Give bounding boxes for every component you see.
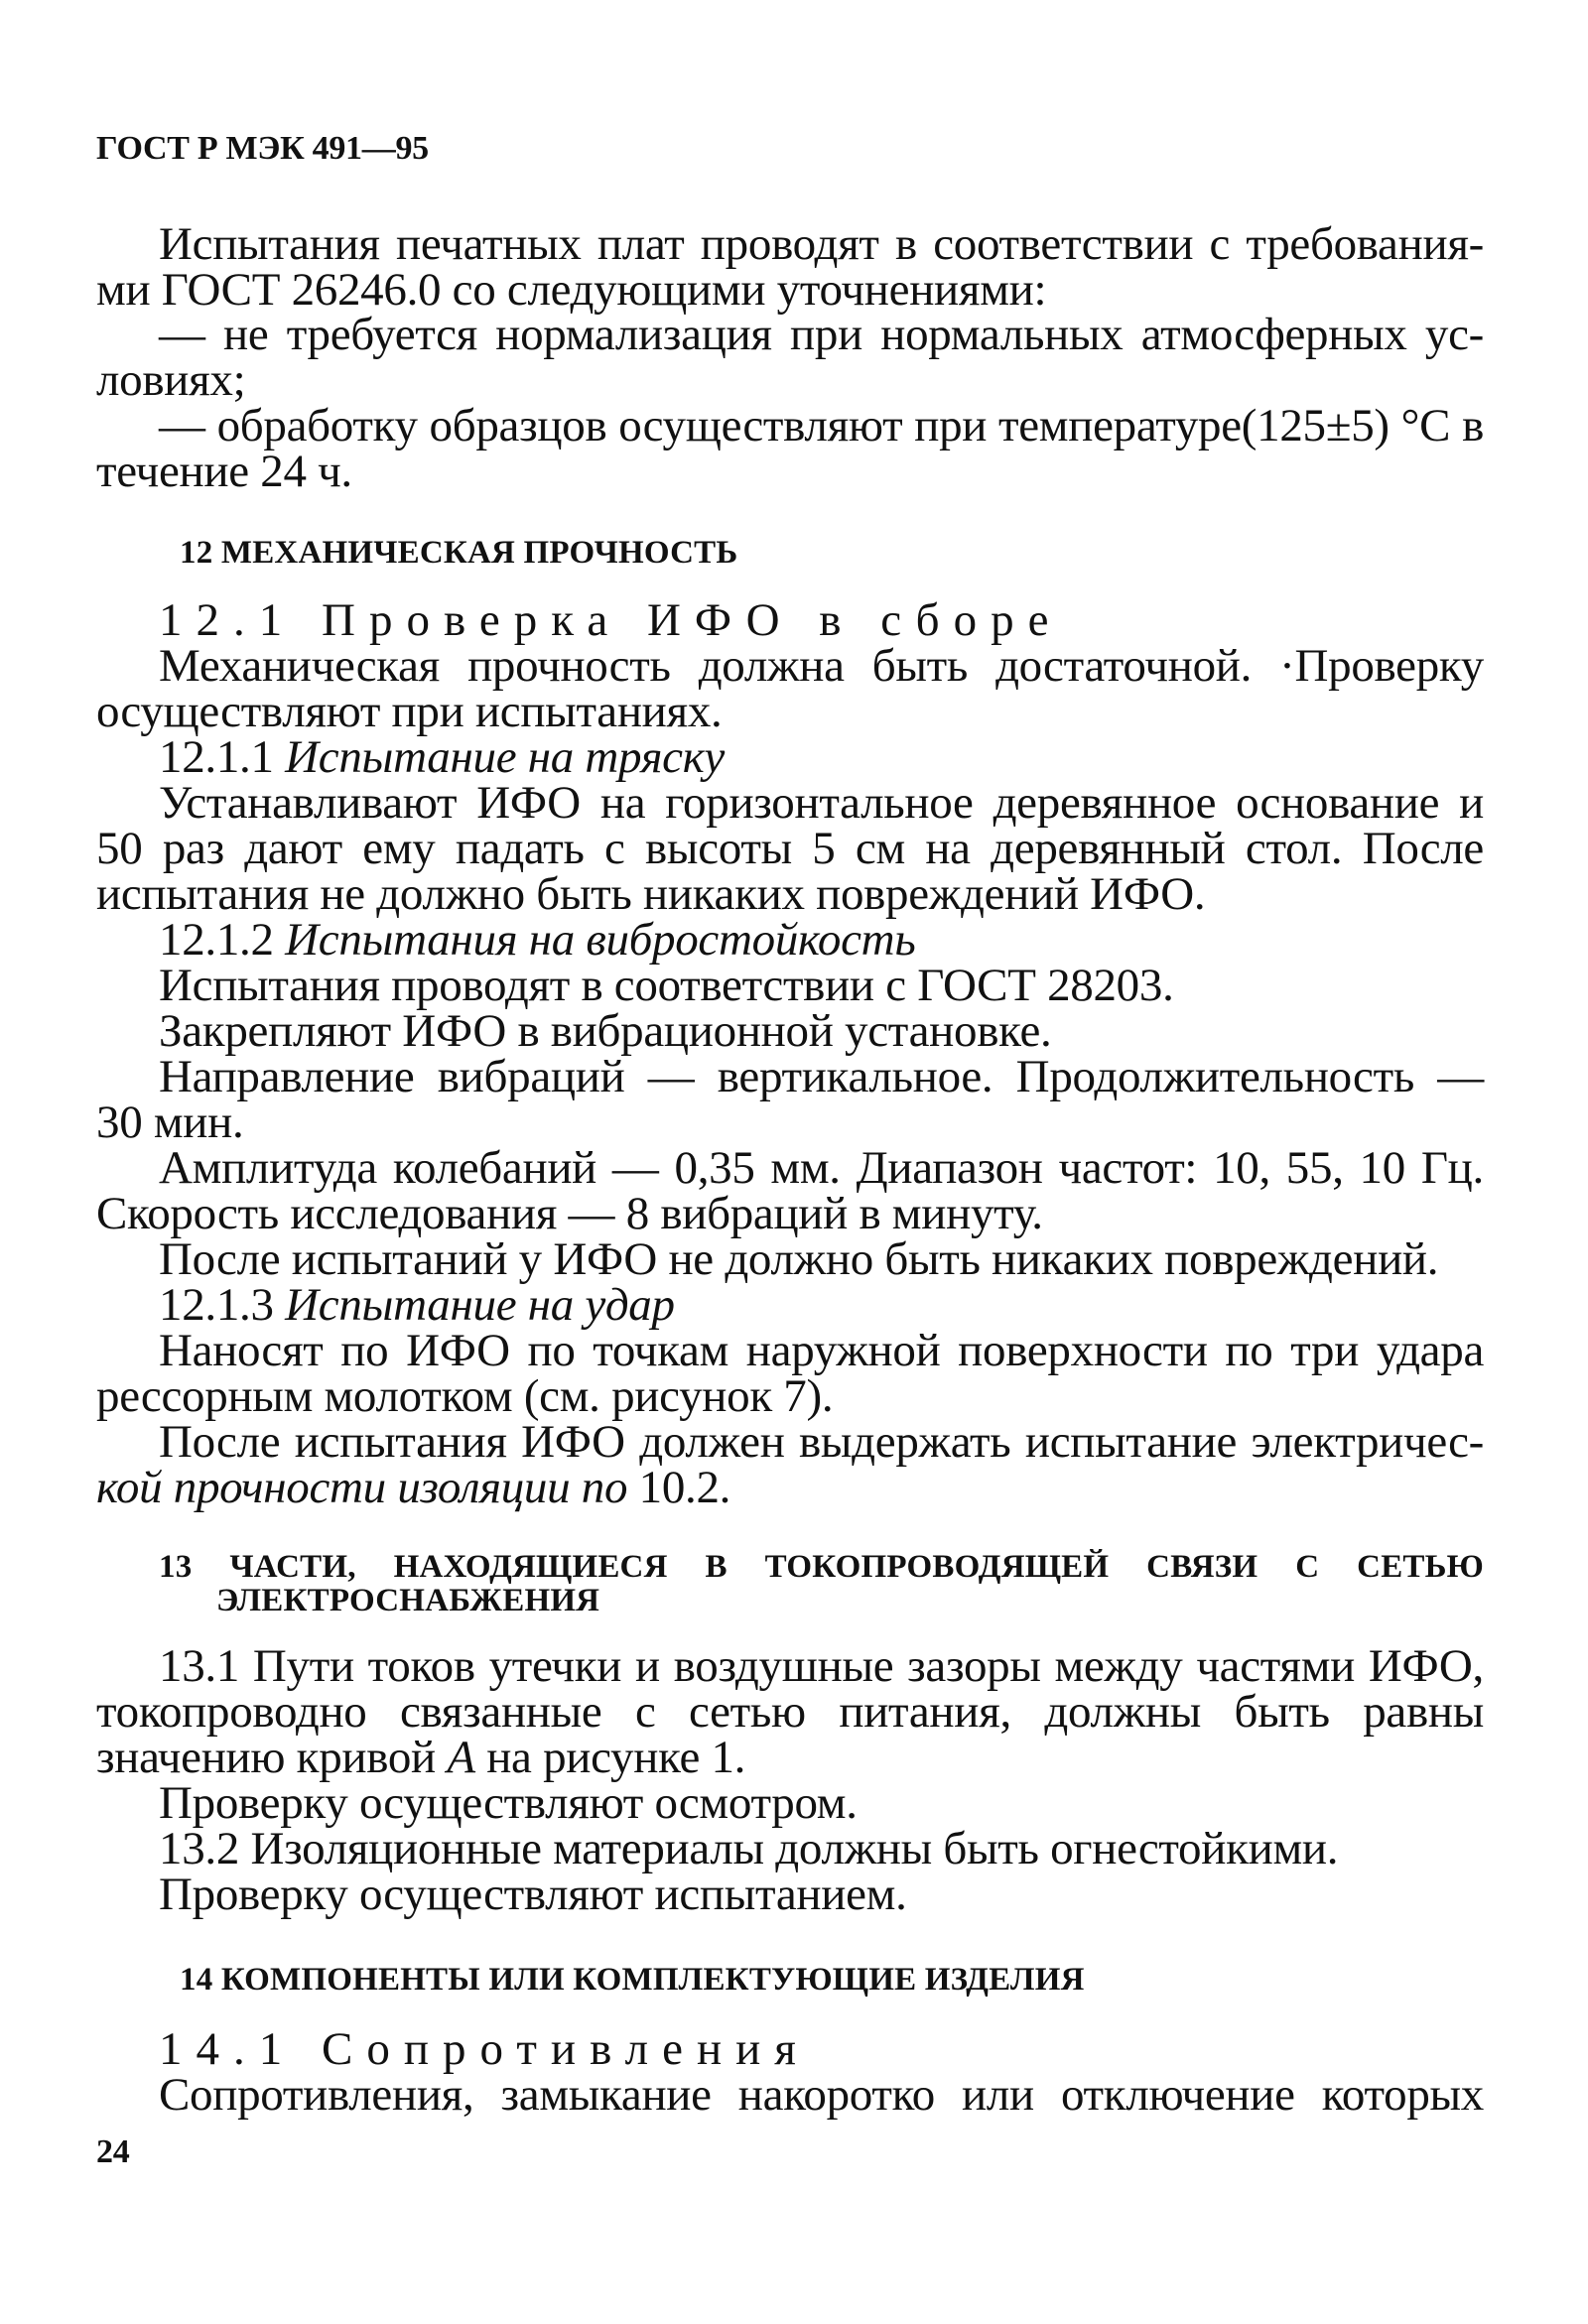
paragraph-line: осуществляют при испытаниях. <box>96 686 723 737</box>
paragraph-line: Проверку осуществляют испытанием. <box>159 1869 907 1920</box>
paragraph-line: испытания не должно быть никаких повреждений ИФО. <box>96 868 1206 920</box>
subsection-title-12-1-1 <box>159 731 725 783</box>
subsection-number: 12.1.1 <box>159 731 274 783</box>
paragraph-line: 30 мин. <box>96 1097 244 1148</box>
paragraph-line: — обработку образцов осуществляют при температуре(125±5) °С в <box>159 400 1484 452</box>
paragraph-line <box>96 1462 730 1513</box>
paragraph-line <box>96 1732 745 1783</box>
subsection-caption: Испытания на вибростойкость <box>285 914 916 966</box>
clause-reference: 10.2. <box>627 1462 731 1513</box>
paragraph-line: — не требуется нормализация при нормальных атмосферных ус- <box>159 309 1484 360</box>
subsection-number: 12.1.2 <box>159 914 274 966</box>
running-header: ГОСТ Р МЭК 491—95 <box>96 130 429 167</box>
paragraph-line: ловиях; <box>96 354 246 406</box>
section-heading-13-cont: ЭЛЕКТРОСНАБЖЕНИЯ <box>216 1583 600 1618</box>
section-heading-13: 13 ЧАСТИ, НАХОДЯЩИЕСЯ В ТОКОПРОВОДЯЩЕЙ СВЯЗИ С СЕТЬЮ <box>159 1549 1484 1585</box>
italic-phrase: кой прочности изоляции по <box>96 1462 628 1513</box>
paragraph-line: Закрепляют ИФО в вибрационной установке. <box>159 1005 1052 1057</box>
paragraph-line: Наносят по ИФО по точкам наружной поверхности по три удара <box>159 1325 1484 1376</box>
paragraph-line: 50 раз дают ему падать с высоты 5 см на деревянный стол. После <box>96 823 1484 874</box>
paragraph-line: После испытания ИФО должен выдержать испытание электричес- <box>159 1416 1484 1468</box>
paragraph-line: Сопротивления, замыкание накоротко или отключение которых <box>159 2069 1484 2121</box>
paragraph-line: токопроводно связанные с сетью питания, должны быть равны <box>96 1686 1484 1738</box>
subsection-title-12-1-2 <box>159 914 915 966</box>
paragraph-line: Устанавливают ИФО на горизонтальное деревянное основание и <box>159 777 1484 829</box>
paragraph-line: Скорость исследования — 8 вибраций в минуту. <box>96 1188 1043 1239</box>
subsection-title-14-1: 14.1 Сопротивления <box>159 2023 810 2075</box>
subsection-caption: Испытание на тряску <box>285 731 725 783</box>
paragraph-line: После испытаний у ИФО не должно быть никаких повреждений. <box>159 1233 1439 1285</box>
paragraph-line: течение 24 ч. <box>96 446 352 497</box>
paragraph-line: Испытания печатных плат проводят в соответствии с требования- <box>159 218 1484 270</box>
subsection-title-12-1: 12.1 Проверка ИФО в сборе <box>159 594 1063 646</box>
text-run: значению кривой <box>96 1732 448 1783</box>
paragraph-line: 13.1 Пути токов утечки и воздушные зазоры между частями ИФО, <box>159 1640 1484 1692</box>
paragraph-line: Испытания проводят в соответствии с ГОСТ 28203. <box>159 960 1174 1011</box>
section-heading-14: 14 КОМПОНЕНТЫ ИЛИ КОМПЛЕКТУЮЩИЕ ИЗДЕЛИЯ <box>180 1962 1085 1998</box>
subsection-number: 12.1.3 <box>159 1279 274 1331</box>
paragraph-line: Проверку осуществляют осмотром. <box>159 1777 858 1829</box>
section-heading-12: 12 МЕХАНИЧЕСКАЯ ПРОЧНОСТЬ <box>180 535 738 571</box>
paragraph-line: Амплитуда колебаний — 0,35 мм. Диапазон частот: 10, 55, 10 Гц. <box>159 1142 1484 1194</box>
text-run: на рисунке 1. <box>474 1732 746 1783</box>
subsection-title-12-1-3 <box>159 1279 675 1331</box>
paragraph-line: Направление вибраций — вертикальное. Продолжительность — <box>159 1051 1484 1102</box>
paragraph-line: ми ГОСТ 26246.0 со следующими уточнениями: <box>96 264 1047 316</box>
paragraph-line: Механическая прочность должна быть достаточной. ·Проверку <box>159 640 1484 692</box>
paragraph-line: 13.2 Изоляционные материалы должны быть огнестойкими. <box>159 1823 1339 1874</box>
subsection-caption: Испытание на удар <box>285 1279 675 1331</box>
curve-label: А <box>447 1732 475 1783</box>
paragraph-line: рессорным молотком (см. рисунок 7). <box>96 1370 834 1422</box>
page-number: 24 <box>96 2133 130 2170</box>
